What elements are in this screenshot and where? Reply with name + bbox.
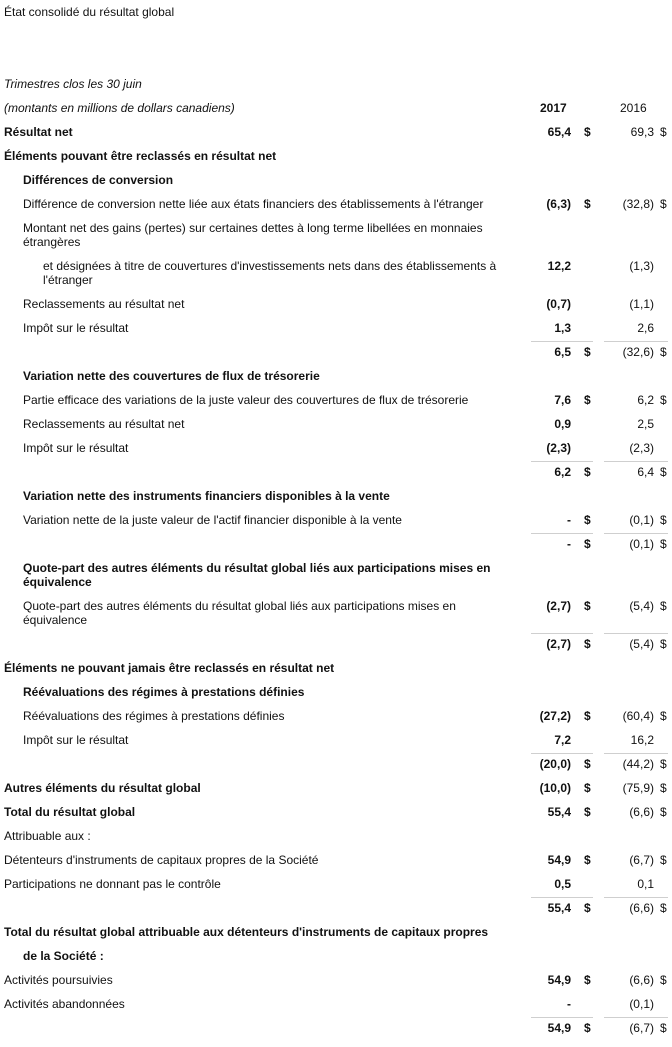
- row-label: Reclassements au résultat net: [23, 297, 185, 311]
- column-header-2016: 2016: [620, 101, 647, 115]
- currency-2017: $: [584, 757, 591, 771]
- currency-2017: $: [584, 125, 591, 139]
- currency-2017: $: [584, 805, 591, 819]
- row-label: Résultat net: [4, 125, 73, 139]
- value-2017: 1,3: [554, 321, 571, 335]
- subtotal-rule-2017: [531, 753, 593, 754]
- row-label: Éléments ne pouvant jamais être reclassés en résultat net: [4, 661, 335, 675]
- value-2017: 55,4: [547, 805, 571, 819]
- subtotal-rule-2016: [604, 1017, 668, 1018]
- currency-2016: $: [660, 513, 667, 527]
- value-2017: (2,3): [546, 441, 571, 455]
- subtotal-rule-2016: [604, 461, 668, 462]
- row-label: Autres éléments du résultat global: [4, 781, 201, 795]
- row-label: Différence de conversion nette liée aux états financiers des établissements à l'étranger: [23, 197, 484, 211]
- value-2017: 7,6: [554, 393, 571, 407]
- value-2017: (2,7): [546, 599, 571, 613]
- value-2016: 2,6: [637, 321, 654, 335]
- value-2017: (2,7): [546, 637, 571, 651]
- row-label: de la Société :: [23, 949, 104, 963]
- currency-2017: $: [584, 197, 591, 211]
- currency-2016: $: [660, 901, 667, 915]
- row-label: Total du résultat global: [4, 805, 136, 819]
- row-label: Partie efficace des variations de la juste valeur des couvertures de flux de trésorerie: [23, 393, 469, 407]
- currency-2016: $: [660, 197, 667, 211]
- currency-2016: $: [660, 537, 667, 551]
- subtotal-rule-2016: [604, 753, 668, 754]
- currency-2016: $: [660, 637, 667, 651]
- currency-2016: $: [660, 1021, 667, 1035]
- currency-2017: $: [584, 513, 591, 527]
- currency-2017: $: [584, 465, 591, 479]
- value-2016: (6,6): [629, 805, 654, 819]
- subtotal-rule-2017: [531, 897, 593, 898]
- subtotal-rule-2017: [531, 1017, 593, 1018]
- row-label: Activités abandonnées: [4, 997, 125, 1011]
- value-2016: (44,2): [622, 757, 654, 771]
- currency-2017: $: [584, 901, 591, 915]
- value-2016: (6,7): [629, 1021, 654, 1035]
- currency-2017: $: [584, 537, 591, 551]
- row-label: Participations ne donnant pas le contrôle: [4, 877, 221, 891]
- currency-2017: $: [584, 781, 591, 795]
- value-2016: (60,4): [622, 709, 654, 723]
- row-label: Reclassements au résultat net: [23, 417, 185, 431]
- value-2017: 0,5: [554, 877, 571, 891]
- currency-2016: $: [660, 709, 667, 723]
- value-2016: 0,1: [637, 877, 654, 891]
- row-label: Montant net des gains (pertes) sur certaines dettes à long terme libellées en monnaies étrangères: [23, 221, 483, 249]
- value-2017: (0,7): [546, 297, 571, 311]
- currency-2017: $: [584, 393, 591, 407]
- currency-2016: $: [660, 853, 667, 867]
- units-note: (montants en millions de dollars canadiens): [4, 101, 235, 115]
- value-2016: (75,9): [622, 781, 654, 795]
- value-2016: 6,2: [637, 393, 654, 407]
- currency-2017: $: [584, 1021, 591, 1035]
- row-label: Impôt sur le résultat: [23, 321, 129, 335]
- value-2017: (27,2): [539, 709, 571, 723]
- value-2017: 0,9: [554, 417, 571, 431]
- value-2016: (32,6): [622, 345, 654, 359]
- row-label: Impôt sur le résultat: [23, 441, 129, 455]
- value-2017: 7,2: [554, 733, 571, 747]
- currency-2016: $: [660, 599, 667, 613]
- value-2017: -: [567, 537, 571, 551]
- value-2016: 6,4: [637, 465, 654, 479]
- subtotal-rule-2016: [604, 897, 668, 898]
- currency-2016: $: [660, 781, 667, 795]
- value-2016: (6,7): [629, 853, 654, 867]
- value-2017: (10,0): [539, 781, 571, 795]
- row-label: Variation nette des instruments financiers disponibles à la vente: [23, 489, 390, 503]
- currency-2016: $: [660, 973, 667, 987]
- subtotal-rule-2017: [531, 633, 593, 634]
- currency-2017: $: [584, 637, 591, 651]
- subtotal-rule-2017: [531, 341, 593, 342]
- value-2016: (6,6): [629, 901, 654, 915]
- value-2016: 69,3: [630, 125, 654, 139]
- row-label: Impôt sur le résultat: [23, 733, 129, 747]
- period-heading: Trimestres clos les 30 juin: [4, 77, 142, 91]
- value-2016: (2,3): [629, 441, 654, 455]
- value-2016: 2,5: [637, 417, 654, 431]
- row-label: Variation nette des couvertures de flux de trésorerie: [23, 369, 320, 383]
- subtotal-rule-2017: [531, 533, 593, 534]
- row-label: Réévaluations des régimes à prestations définies: [23, 709, 285, 723]
- row-label: Éléments pouvant être reclassés en résultat net: [4, 149, 277, 163]
- value-2017: (20,0): [539, 757, 571, 771]
- value-2017: (6,3): [546, 197, 571, 211]
- value-2017: 6,5: [554, 345, 571, 359]
- value-2016: (0,1): [629, 997, 654, 1011]
- row-label: Réévaluations des régimes à prestations définies: [23, 685, 305, 699]
- value-2016: (0,1): [629, 537, 654, 551]
- currency-2017: $: [584, 599, 591, 613]
- row-label: Activités poursuivies: [4, 973, 113, 987]
- currency-2016: $: [660, 393, 667, 407]
- value-2016: (1,3): [629, 259, 654, 273]
- value-2017: 65,4: [547, 125, 571, 139]
- subtotal-rule-2016: [604, 633, 668, 634]
- value-2016: (6,6): [629, 973, 654, 987]
- value-2017: 12,2: [547, 259, 571, 273]
- row-label: Quote-part des autres éléments du résultat global liés aux participations mises en équivalence: [23, 599, 456, 627]
- row-label: Attribuable aux :: [4, 829, 91, 843]
- value-2017: 55,4: [547, 901, 571, 915]
- currency-2017: $: [584, 853, 591, 867]
- value-2017: -: [567, 997, 571, 1011]
- column-header-2017: 2017: [540, 101, 567, 115]
- value-2016: (5,4): [629, 599, 654, 613]
- subtotal-rule-2017: [531, 461, 593, 462]
- value-2017: -: [567, 513, 571, 527]
- subtotal-rule-2016: [604, 533, 668, 534]
- currency-2017: $: [584, 709, 591, 723]
- row-label: Différences de conversion: [23, 173, 174, 187]
- value-2017: 54,9: [547, 973, 571, 987]
- row-label: Total du résultat global attribuable aux détenteurs d'instruments de capitaux propres: [4, 925, 489, 939]
- row-label: Variation nette de la juste valeur de l'actif financier disponible à la vente: [23, 513, 402, 527]
- value-2017: 54,9: [547, 1021, 571, 1035]
- currency-2016: $: [660, 125, 667, 139]
- statement-title: État consolidé du résultat global: [4, 5, 175, 19]
- value-2017: 54,9: [547, 853, 571, 867]
- row-label: Quote-part des autres éléments du résultat global liés aux participations mises en équivalence: [23, 561, 491, 589]
- currency-2017: $: [584, 973, 591, 987]
- currency-2016: $: [660, 805, 667, 819]
- value-2016: 16,2: [630, 733, 654, 747]
- currency-2017: $: [584, 345, 591, 359]
- value-2017: 6,2: [554, 465, 571, 479]
- value-2016: (5,4): [629, 637, 654, 651]
- value-2016: (1,1): [629, 297, 654, 311]
- currency-2016: $: [660, 757, 667, 771]
- currency-2016: $: [660, 345, 667, 359]
- value-2016: (0,1): [629, 513, 654, 527]
- currency-2016: $: [660, 465, 667, 479]
- row-label: Détenteurs d'instruments de capitaux propres de la Société: [4, 853, 319, 867]
- value-2016: (32,8): [622, 197, 654, 211]
- row-label: et désignées à titre de couvertures d'investissements nets dans des établissements à l'étranger: [43, 259, 497, 287]
- subtotal-rule-2016: [604, 341, 668, 342]
